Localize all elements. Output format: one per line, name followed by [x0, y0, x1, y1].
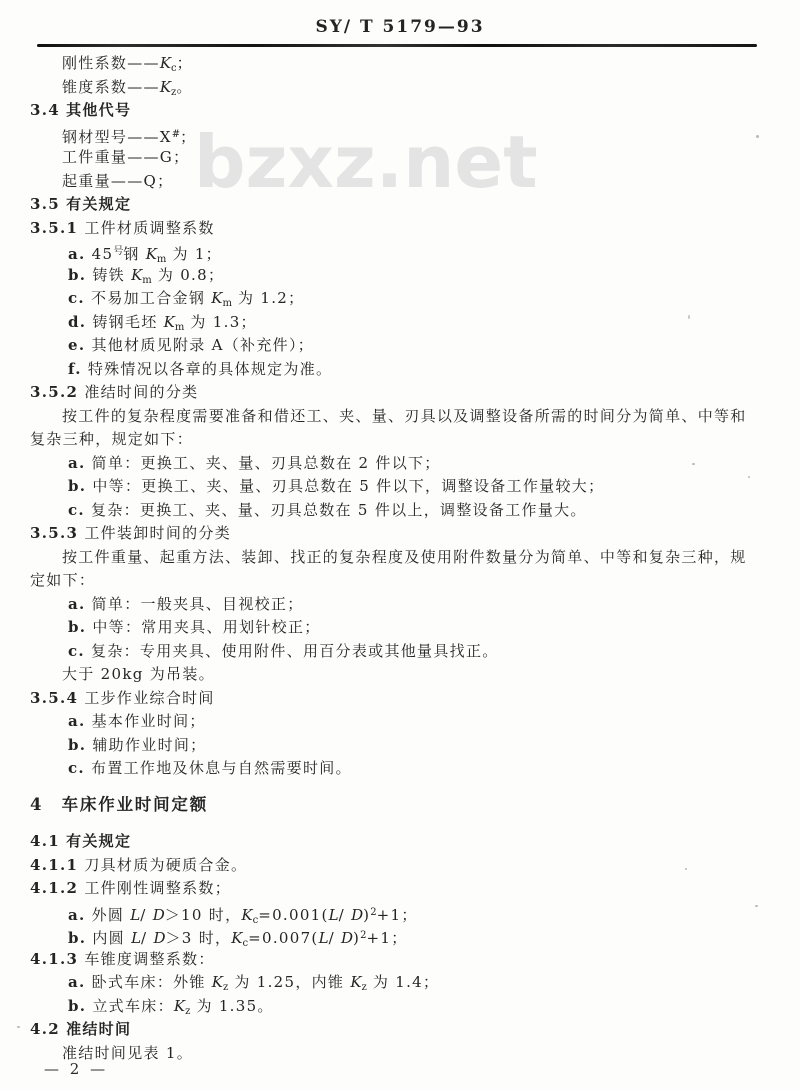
doc-line: 起重量——Q； [62, 171, 174, 190]
doc-line: b. 辅助作业时间； [68, 735, 207, 754]
scan-speck [748, 476, 750, 478]
scan-speck [756, 135, 759, 138]
doc-line: a. 外圆 L/ D＞10 时，$K_c=0.001(L/$ D)$^2$+1； [68, 905, 418, 926]
doc-line: 按工件重量、起重方法、装卸、找正的复杂程度及使用附件数量分为简单、中等和复杂三种，规 [62, 547, 747, 566]
standard-number-header: SY/ T 5179—93 [315, 17, 485, 37]
doc-line: c. 布置工作地及休息与自然需要时间。 [68, 759, 352, 777]
doc-line: 3.5 有关规定 [30, 195, 132, 213]
doc-line: d. 铸钢毛坯 $K_m$ 为 1.3； [68, 312, 257, 333]
doc-line: f. 特殊情况以各章的具体规定为准。 [68, 359, 333, 378]
doc-line: 4.1.3 车锥度调整系数： [30, 949, 215, 968]
doc-line: 锥度系数$——K_z$。 [62, 77, 193, 98]
doc-line: 3.5.3 工件装卸时间的分类 [30, 524, 232, 542]
doc-line: c. 复杂：专用夹具、使用附件、用百分表或其他量具找正。 [68, 641, 499, 660]
doc-line: 工件重量——G； [62, 148, 190, 166]
doc-line: a. 简单：一般夹具、目视校正； [68, 594, 304, 613]
doc-line: b. 中等：常用夹具、用划针校正； [68, 618, 321, 636]
doc-line: 3.4 其他代号 [30, 101, 132, 119]
doc-line: 按工件的复杂程度需要准备和借还工、夹、量、刃具以及调整设备所需的时间分为简单、中等和 [62, 406, 747, 425]
watermark-text: bzxz.net [194, 120, 538, 204]
doc-line: 4.1.2 工件刚性调整系数； [30, 879, 232, 897]
doc-line: 4.2 准结时间 [30, 1020, 132, 1038]
header-rule [37, 44, 757, 47]
doc-line: 刚性系数$——K_c$； [62, 54, 193, 74]
doc-line: e. 其他材质见附录 A（补充件）； [68, 336, 315, 354]
doc-line: c. 不易加工合金钢 $K_m$ 为 1.2； [68, 289, 305, 309]
scan-speck [688, 315, 690, 319]
doc-line: b. 铸铁 $K_m$ 为 0.8； [68, 265, 225, 286]
document-body [30, 52, 764, 1065]
doc-line: c. 复杂：更换工、夹、量、刃具总数在 5 件以上，调整设备工作量大。 [68, 500, 587, 519]
doc-line: 定如下： [30, 571, 96, 589]
doc-line: 4.1.1 刀具材质为硬质合金。 [30, 855, 248, 874]
doc-line: b. 内圆 L/ D＞3 时，$K_c=0.007(L/$ D)$^2$+1； [68, 929, 408, 949]
doc-line: 4.1 有关规定 [30, 832, 132, 850]
doc-line: 大于 20kg 为吊装。 [62, 665, 215, 683]
doc-line: 准结时间见表 1。 [62, 1043, 194, 1062]
doc-line: a. 基本作业时间； [68, 712, 206, 730]
scan-speck [685, 868, 687, 870]
doc-line: b. 立式车床：$K_z$ 为 1.35。 [68, 996, 274, 1017]
doc-line: a. 简单：更换工、夹、量、刃具总数在 2 件以下； [68, 453, 441, 472]
scan-speck [755, 905, 758, 907]
doc-line: 4 车床作业时间定额 [30, 794, 208, 814]
doc-line: b. 中等：更换工、夹、量、刃具总数在 5 件以下，调整设备工作量较大； [68, 477, 605, 495]
doc-line: 3.5.2 准结时间的分类 [30, 383, 199, 401]
scan-speck [17, 1026, 20, 1028]
doc-line: a. 卧式车床：外锥 $K_z$ 为 1.25，内锥 $K_z$ 为 1.4； [68, 973, 440, 993]
doc-line: 3.5.4 工步作业综合时间 [30, 688, 215, 707]
doc-line: 复杂三种，规定如下： [30, 430, 194, 448]
scan-speck [692, 463, 695, 465]
doc-line: a. $45^号$钢 $K_m$ 为 1； [68, 245, 222, 265]
page-number: — 2 — [44, 1060, 109, 1078]
doc-line: 钢材型号——X#； [62, 127, 197, 146]
doc-line: 3.5.1 工件材质调整系数 [30, 218, 215, 237]
